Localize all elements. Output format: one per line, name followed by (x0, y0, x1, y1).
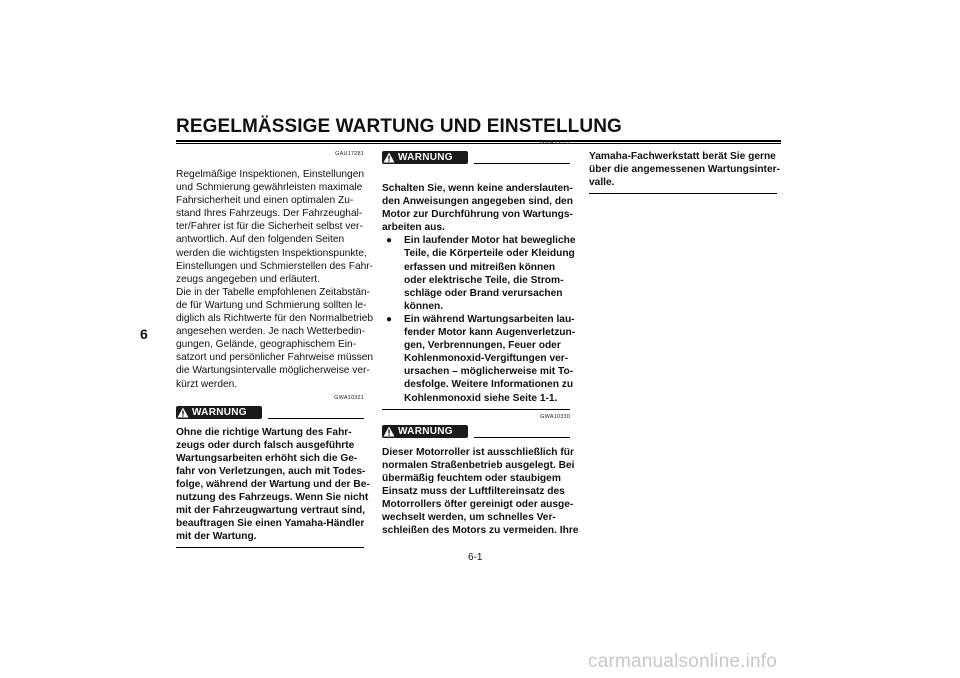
warning-text (176, 426, 370, 544)
text-line: fender Motor kann Augenverletzun- (404, 327, 576, 339)
text-line: über die angemessenen Wartungsinter- (589, 164, 780, 176)
text-line: Kohlenmonoxid-Vergiftungen ver- (404, 353, 569, 365)
text-line: beauftragen Sie einen Yamaha-Händler (176, 518, 365, 530)
text-line: gen, Verbrennungen, Feuer oder (404, 340, 561, 352)
warning-code: GWA10321 (334, 394, 364, 401)
intro-text (176, 168, 374, 391)
text-line: Dieser Motorroller ist ausschließlich für (382, 446, 574, 458)
text-line: Einsatz muss der Luftfiltereinsatz des (382, 485, 565, 497)
column-1 (176, 150, 374, 548)
page-number: 6-1 (468, 552, 483, 563)
warning-code: GWA15121 (540, 140, 570, 146)
warning-label: WARNUNG (398, 425, 453, 437)
text-line: werden die wichtigsten Inspektionspunkte, (176, 247, 367, 259)
bullet-item (382, 313, 576, 405)
text-line: Motorrollers öfter gereinigt oder ausge- (382, 498, 574, 510)
bullet-dot-icon: ● (386, 313, 393, 325)
text-line: die Wartungsintervalle möglicherweise ver- (176, 365, 370, 377)
text-line: übermäßig feuchtem oder staubigem (382, 472, 561, 484)
text-line: valle. (589, 177, 615, 189)
warning-triangle-icon (176, 406, 190, 419)
warning-triangle-icon (382, 425, 396, 438)
text-line: Fahrsicherheit und einen optimalen Zu- (176, 195, 354, 207)
text-line: diglich als Richtwerte für den Normalbetrieb (176, 313, 374, 325)
page-title: REGELMÄSSIGE WARTUNG UND EINSTELLUNG (176, 116, 622, 137)
text-line: satzort und persönlicher Fahrweise müssen (176, 352, 374, 364)
text-line: angesehen werden. Je nach Wetterbedin- (176, 326, 365, 338)
text-line: zeugs oder durch falsch ausgeführte (176, 439, 355, 451)
text-line: Regelmäßige Inspektionen, Einstellungen (176, 169, 365, 180)
title-rule (176, 140, 781, 142)
chapter-tab: 6 (140, 326, 148, 342)
text-line: ursachen – möglicherweise mit To- (404, 366, 574, 378)
warning-triangle-icon (382, 151, 396, 164)
text-line: wechselt werden, um schnelles Ver- (382, 512, 556, 524)
text-line: mit der Fahrzeugwartung vertraut sind, (176, 505, 366, 517)
bullet-dot-icon: ● (386, 235, 393, 247)
text-line: normalen Straßenbetrieb ausgelegt. Bei (382, 459, 575, 471)
warning-rule (268, 418, 364, 419)
text-line: Yamaha-Fachwerkstatt berät Sie gerne (589, 151, 776, 162)
text-line: folge, während der Wartung und der Be- (176, 478, 370, 490)
title-rule-thin (176, 143, 781, 144)
warning-badge (382, 425, 468, 438)
warning-rule (474, 437, 570, 438)
continued-text (589, 150, 780, 189)
warning-code: GWA10330 (540, 413, 570, 420)
warning-end-rule (176, 547, 364, 548)
text-line: können. (404, 300, 444, 312)
text-line: kürzt werden. (176, 378, 238, 390)
text-line: erfassen und mitreißen können (404, 261, 556, 273)
text-line: oder elektrische Teile, die Strom- (404, 274, 564, 286)
text-line: desfolge. Weitere Informationen zu (404, 379, 574, 391)
text-line: Wartungsarbeiten erhöht sich die Ge- (176, 452, 358, 464)
text-line: arbeiten aus. (382, 222, 445, 234)
warning-text (382, 182, 576, 405)
warning-badge (382, 151, 468, 164)
section-code: GAU17281 (335, 151, 364, 157)
text-line: schleißen des Motors zu vermeiden. Ihre (382, 525, 579, 537)
text-line: mit der Wartung. (176, 531, 257, 543)
text-line: Teile, die Körperteile oder Kleidung (404, 248, 575, 260)
warning-label: WARNUNG (398, 152, 453, 163)
text-line: den Anweisungen angegeben sind, den (382, 196, 573, 208)
text-line: gungen, Gelände, geographischem Ein- (176, 339, 357, 351)
text-line: und Schmierung gewährleisten maximale (176, 182, 363, 194)
warning-end-rule (589, 193, 777, 194)
text-line: fahr von Verletzungen, auch mit Todes- (176, 465, 366, 477)
text-line: Schalten Sie, wenn keine anderslauten- (382, 183, 573, 194)
warning-header (382, 413, 570, 442)
text-line: schläge oder Brand verursachen (404, 287, 563, 299)
text-line: Ohne die richtige Wartung des Fahr- (176, 426, 352, 438)
bullet-item (382, 234, 576, 313)
text-line: Einstellungen und Schmierstellen des Fahr- (176, 260, 374, 272)
text-line: stand Ihres Fahrzeugs. Der Fahrzeughal- (176, 208, 363, 220)
text-line: ter/Fahrer ist für die Sicherheit selbst ver- (176, 221, 363, 233)
text-line: Die in der Tabelle empfohlenen Zeitabstän- (176, 286, 371, 298)
warning-rule (474, 163, 570, 164)
warning-header (176, 394, 364, 423)
text-line: de für Wartung und Schmierung sollten le- (176, 299, 367, 311)
text-line: Motor zur Durchführung von Wartungs- (382, 209, 573, 221)
warning-text (382, 446, 579, 538)
watermark: carmanualsonline.info (588, 651, 778, 672)
text-line: antwortlich. Auf den folgenden Seiten (176, 234, 345, 246)
text-line: Kohlenmonoxid siehe Seite 1-1. (404, 392, 558, 404)
text-line: zeugs angegeben und erläutert. (176, 273, 320, 285)
warning-header (382, 140, 570, 168)
text-line: Ein während Wartungsarbeiten lau- (404, 313, 575, 325)
text-line: nutzung des Fahrzeugs. Wenn Sie nicht (176, 492, 369, 504)
column-3 (589, 150, 780, 194)
column-2 (382, 140, 579, 537)
text-line: Ein laufender Motor hat bewegliche (404, 235, 576, 247)
warning-label: WARNUNG (192, 406, 247, 418)
warning-badge (176, 406, 262, 419)
